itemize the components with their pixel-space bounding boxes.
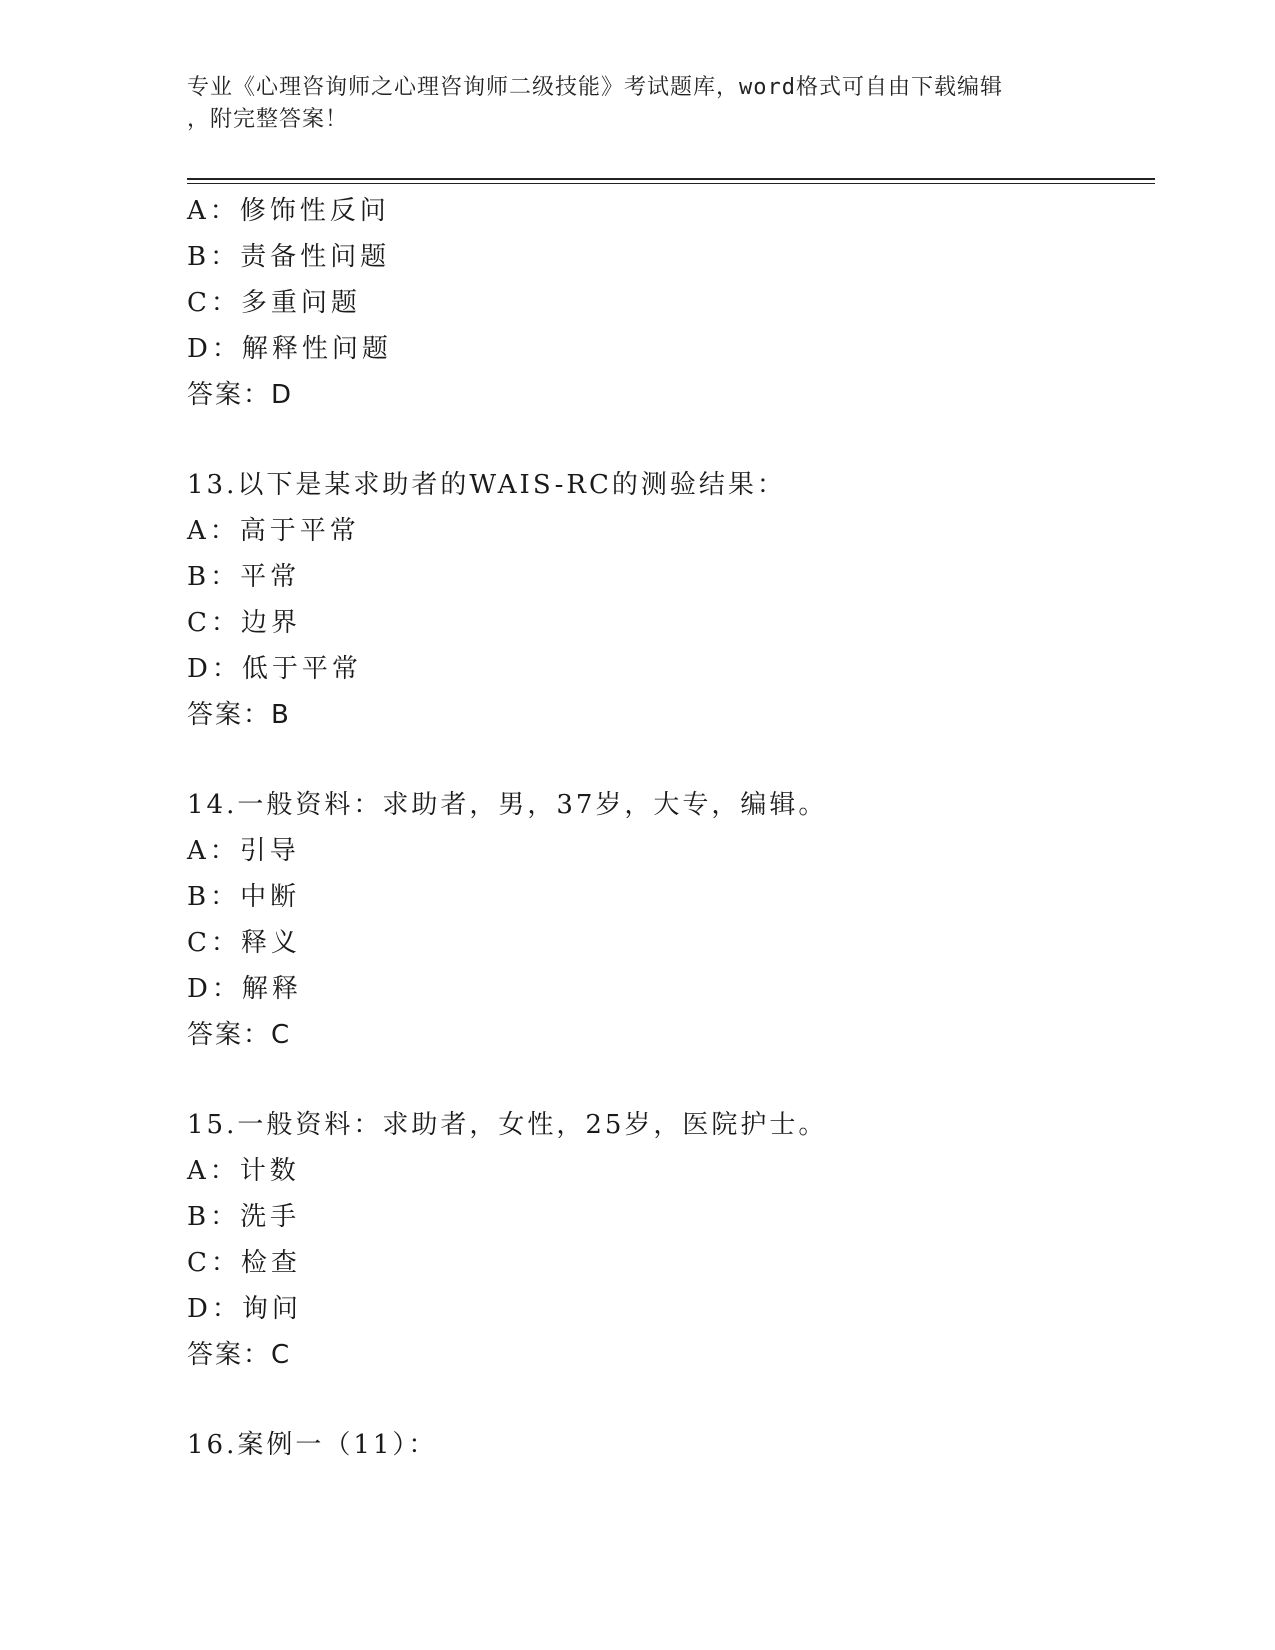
answer-line: 答案：C xyxy=(187,1340,292,1370)
option-a: A：高于平常 xyxy=(187,516,360,546)
option-c: C：多重问题 xyxy=(187,288,361,318)
spacer xyxy=(187,1378,1147,1422)
question-16 xyxy=(187,1422,1147,1468)
option-a: A：修饰性反问 xyxy=(187,196,390,226)
option-c: C：释义 xyxy=(187,928,301,958)
option-d: D：询问 xyxy=(187,1294,302,1324)
option-b: B：中断 xyxy=(187,882,301,912)
spacer xyxy=(187,1058,1147,1102)
option-d: D：解释性问题 xyxy=(187,334,392,364)
option-b: B：责备性问题 xyxy=(187,242,391,272)
answer-line: 答案：D xyxy=(187,380,294,410)
question-15 xyxy=(187,1102,1147,1378)
question-partial xyxy=(187,188,1147,418)
option-c: C：边界 xyxy=(187,608,301,638)
spacer xyxy=(187,418,1147,462)
spacer xyxy=(187,738,1147,782)
question-title: 13.以下是某求助者的WAIS-RC的测验结果： xyxy=(187,470,786,500)
option-a: A：引导 xyxy=(187,836,300,866)
option-b: B：平常 xyxy=(187,562,301,592)
question-title: 16.案例一（11）： xyxy=(187,1430,438,1460)
option-a: A：计数 xyxy=(187,1156,300,1186)
answer-line: 答案：B xyxy=(187,700,291,730)
answer-line: 答案：C xyxy=(187,1020,292,1050)
document-header xyxy=(187,72,1077,136)
option-c: C：检查 xyxy=(187,1248,301,1278)
question-title: 15.一般资料：求助者，女性，25岁，医院护士。 xyxy=(187,1110,828,1140)
option-d: D：低于平常 xyxy=(187,654,362,684)
option-d: D：解释 xyxy=(187,974,302,1004)
option-b: B：洗手 xyxy=(187,1202,301,1232)
question-list xyxy=(187,188,1147,1468)
question-title: 14.一般资料：求助者，男，37岁，大专，编辑。 xyxy=(187,790,828,820)
question-13 xyxy=(187,462,1147,738)
header-divider xyxy=(187,178,1155,184)
header-line-1: 专业《心理咨询师之心理咨询师二级技能》考试题库，word格式可自由下载编辑 xyxy=(187,75,1003,100)
question-14 xyxy=(187,782,1147,1058)
header-line-2: ，附完整答案！ xyxy=(187,107,349,132)
